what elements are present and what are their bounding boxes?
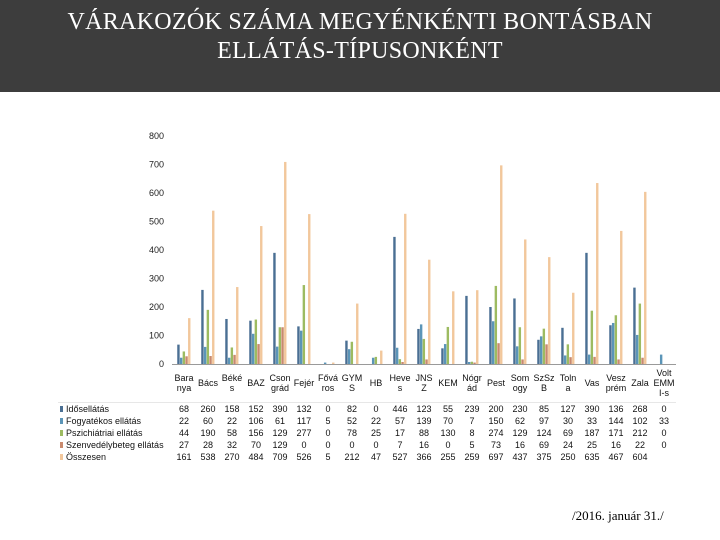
data-table-value: 32: [226, 440, 238, 450]
bar: [593, 357, 595, 364]
data-table-value: 44: [178, 428, 190, 438]
legend-label: Összesen: [66, 452, 107, 462]
data-table-value: 0: [445, 440, 451, 450]
bar: [260, 226, 262, 364]
bar: [233, 355, 235, 364]
legend-swatch: [60, 418, 63, 424]
data-table-value: 62: [514, 416, 526, 426]
data-table-value: 30: [562, 416, 574, 426]
x-category-label: Zala: [631, 378, 649, 388]
data-table-value: 82: [346, 404, 358, 414]
bar: [428, 260, 430, 364]
data-table-value: 16: [514, 440, 526, 450]
bar: [615, 315, 617, 364]
data-table-value: 47: [370, 452, 382, 462]
bar: [591, 311, 593, 364]
y-tick-label: 300: [148, 273, 164, 284]
bar: [276, 347, 278, 364]
data-table-value: 390: [272, 404, 288, 414]
bar: [639, 304, 641, 364]
x-category-label: Heve s: [389, 373, 411, 393]
data-table-value: 22: [178, 416, 190, 426]
legend-swatch: [60, 430, 63, 436]
data-table-value: 0: [349, 440, 355, 450]
bar: [612, 323, 614, 364]
bar: [641, 358, 643, 364]
bar: [300, 331, 302, 364]
data-table-value: 0: [325, 428, 331, 438]
title-banner: [0, 0, 720, 92]
bar: [444, 344, 446, 364]
bar: [420, 324, 422, 364]
legend-swatch: [60, 454, 63, 460]
bar: [257, 344, 259, 364]
data-table-value: 88: [418, 428, 430, 438]
data-table-value: 150: [488, 416, 504, 426]
bar: [519, 327, 521, 364]
data-table-value: 5: [325, 452, 331, 462]
bar: [569, 357, 571, 364]
bar: [351, 342, 353, 364]
data-table-value: 390: [584, 404, 600, 414]
legend-swatch: [60, 442, 63, 448]
bar: [255, 320, 257, 364]
data-table-value: 58: [226, 428, 238, 438]
bar: [521, 359, 523, 364]
data-table-value: 366: [416, 452, 432, 462]
x-category-label: SzSz B: [533, 373, 555, 393]
data-table-value: 604: [632, 452, 648, 462]
bar: [380, 351, 382, 364]
x-category-label: HB: [369, 378, 383, 388]
bar: [252, 334, 254, 364]
bar: [495, 286, 497, 364]
data-table-value: 129: [272, 440, 288, 450]
data-table-value: 0: [661, 404, 667, 414]
data-table-value: 268: [632, 404, 648, 414]
y-tick-label: 800: [148, 131, 164, 141]
bar: [372, 358, 374, 364]
data-table-value: 78: [346, 428, 358, 438]
bar: [375, 357, 377, 364]
data-table-value: 156: [248, 428, 264, 438]
x-category-label: Fővá ros: [317, 373, 339, 393]
bar: [540, 336, 542, 364]
data-table-value: 52: [346, 416, 358, 426]
bar: [356, 304, 358, 364]
x-category-label: Vas: [584, 378, 600, 388]
bar: [417, 329, 419, 364]
data-table-value: 200: [488, 404, 504, 414]
bar: [500, 165, 502, 364]
data-table-value: 97: [538, 416, 550, 426]
bar: [644, 192, 646, 364]
data-table-value: 69: [538, 440, 550, 450]
data-table-value: 277: [296, 428, 312, 438]
data-table-value: 136: [608, 404, 624, 414]
data-table-value: 22: [634, 440, 646, 450]
data-table-value: 139: [416, 416, 432, 426]
x-category-label: Bara nya: [174, 373, 194, 393]
x-category-label: Bács: [197, 378, 219, 388]
data-table-value: 85: [538, 404, 550, 414]
data-table-value: 68: [178, 404, 190, 414]
page-title: VÁRAKOZÓK SZÁMA MEGYÉNKÉNTI BONTÁSBAN ELLÁTÁS-TÍPUSONKÉNT: [67, 9, 653, 64]
legend-label: Szenvedélybeteg ellátás: [66, 440, 164, 450]
bar: [308, 214, 310, 364]
bar: [177, 345, 179, 364]
data-table-value: 24: [562, 440, 574, 450]
data-table-value: 7: [397, 440, 403, 450]
data-table-value: 171: [608, 428, 624, 438]
bar: [201, 290, 203, 364]
data-table-value: 25: [370, 428, 382, 438]
bar: [212, 211, 214, 364]
bar: [543, 329, 545, 364]
data-table-value: 260: [200, 404, 216, 414]
x-category-label: Béké s: [221, 373, 243, 393]
bar: [564, 355, 566, 364]
bar: [548, 257, 550, 364]
bar: [297, 326, 299, 364]
data-table-value: 255: [440, 452, 456, 462]
bar: [185, 356, 187, 364]
bar: [393, 237, 395, 364]
data-table-value: 0: [373, 440, 379, 450]
bar: [396, 348, 398, 364]
bar: [279, 327, 281, 364]
bar: [228, 358, 230, 364]
x-category-label: Cson grád: [269, 373, 291, 393]
x-category-label: Vesz prém: [605, 373, 627, 393]
bar: [423, 339, 425, 364]
data-table-value: 152: [248, 404, 264, 414]
data-table-value: 60: [202, 416, 214, 426]
data-table-value: 375: [536, 452, 552, 462]
x-category-label: Som ogy: [510, 373, 530, 393]
data-table-value: 102: [632, 416, 648, 426]
bar: [425, 359, 427, 364]
legend-label: Idősellátás: [66, 404, 110, 414]
bar: [617, 359, 619, 364]
y-tick-label: 400: [148, 245, 164, 255]
x-category-label: Nógr ád: [462, 373, 482, 393]
data-table-value: 467: [608, 452, 624, 462]
data-table-value: 8: [469, 428, 475, 438]
data-table-value: 0: [325, 440, 331, 450]
bar: [441, 348, 443, 364]
bar: [452, 291, 454, 364]
legend-label: Pszichiátriai ellátás: [66, 428, 143, 438]
data-table-value: 212: [344, 452, 360, 462]
data-table-value: 25: [586, 440, 598, 450]
bar: [204, 347, 206, 364]
data-table-value: 61: [274, 416, 286, 426]
data-table-value: 0: [373, 404, 379, 414]
bar: [572, 293, 574, 364]
bar: [236, 287, 238, 364]
legend-swatch: [60, 406, 63, 412]
data-table-value: 270: [224, 452, 240, 462]
x-category-label: Fejér: [293, 378, 315, 388]
data-table-value: 635: [584, 452, 600, 462]
bar: [492, 321, 494, 364]
bar: [471, 362, 473, 364]
bar: [567, 344, 569, 364]
data-table-value: 27: [178, 440, 190, 450]
bar: [249, 321, 251, 364]
data-table-value: 274: [488, 428, 504, 438]
data-table-value: 70: [442, 416, 454, 426]
bar: [209, 356, 211, 364]
y-tick-label: 200: [148, 302, 164, 312]
y-tick-label: 700: [148, 159, 164, 170]
legend-label: Fogyatékos ellátás: [66, 416, 142, 426]
bar: [281, 327, 283, 364]
data-table-value: 484: [248, 452, 264, 462]
data-table-value: 117: [296, 416, 312, 426]
bar: [524, 239, 526, 364]
data-table-value: 70: [250, 440, 262, 450]
bar: [489, 307, 491, 364]
data-table-value: 33: [658, 416, 670, 426]
data-table-value: 158: [224, 404, 240, 414]
bar: [303, 285, 305, 364]
data-table-value: 16: [418, 440, 430, 450]
data-table-value: 130: [440, 428, 456, 438]
data-table-value: 526: [296, 452, 312, 462]
data-table-value: 33: [586, 416, 598, 426]
data-table-value: 73: [490, 440, 502, 450]
bar: [180, 358, 182, 364]
data-table-value: 129: [272, 428, 288, 438]
bar: [447, 327, 449, 364]
data-table-value: 144: [608, 416, 624, 426]
data-table-value: 28: [202, 440, 214, 450]
data-table-value: 259: [464, 452, 480, 462]
x-category-label: Volt EMM I-s: [653, 368, 675, 398]
bar: [399, 359, 401, 364]
data-table-value: 132: [296, 404, 312, 414]
data-table-value: 212: [632, 428, 648, 438]
bar: [231, 347, 233, 364]
y-tick-label: 500: [148, 216, 164, 227]
bar: [636, 335, 638, 364]
bar: [188, 318, 190, 364]
bar: [324, 363, 326, 364]
bar: [585, 253, 587, 364]
data-table-value: 527: [392, 452, 408, 462]
bar: [332, 363, 334, 364]
data-table-value: 129: [512, 428, 528, 438]
data-table-value: 16: [610, 440, 622, 450]
bar: [516, 346, 518, 364]
bar: [284, 162, 286, 364]
date-footnote: /2016. január 31./: [572, 508, 664, 523]
bar: [207, 310, 209, 364]
data-table-value: 239: [464, 404, 480, 414]
x-category-label: Toln a: [559, 373, 577, 393]
data-table-value: 697: [488, 452, 504, 462]
bar: [596, 183, 598, 364]
bar: [348, 349, 350, 364]
x-category-label: JNS Z: [415, 373, 433, 393]
bar: [473, 363, 475, 364]
bar: [401, 362, 403, 364]
data-table-value: 230: [512, 404, 528, 414]
data-table-value: 161: [176, 452, 192, 462]
bar: [225, 319, 227, 364]
y-tick-label: 600: [148, 188, 164, 198]
x-category-label: Pest: [486, 378, 506, 388]
data-table-value: 0: [301, 440, 307, 450]
bar: [620, 231, 622, 364]
data-table-value: 55: [442, 404, 454, 414]
bar: [497, 343, 499, 364]
bar: [183, 351, 185, 364]
bar: [588, 355, 590, 364]
data-table-value: 250: [560, 452, 576, 462]
data-table-value: 437: [512, 452, 528, 462]
bar: [561, 328, 563, 364]
data-table-value: 123: [416, 404, 432, 414]
data-table-value: 0: [661, 440, 667, 450]
data-table-value: 17: [394, 428, 406, 438]
bar: [660, 355, 662, 364]
data-table-value: 187: [584, 428, 600, 438]
data-table-value: 5: [325, 416, 331, 426]
data-table-value: 446: [392, 404, 408, 414]
bar: [465, 296, 467, 364]
bar: [545, 344, 547, 364]
bar: [513, 298, 515, 364]
data-table-value: 22: [226, 416, 238, 426]
bar: [273, 253, 275, 364]
data-table-value: 190: [200, 428, 216, 438]
data-table-value: 69: [562, 428, 574, 438]
x-category-label: KEM: [438, 378, 458, 388]
bar: [468, 362, 470, 364]
data-table-value: 7: [469, 416, 475, 426]
data-table-value: 0: [325, 404, 331, 414]
x-category-label: GYM S: [341, 373, 363, 393]
data-table-value: 538: [200, 452, 216, 462]
data-table-value: 127: [560, 404, 576, 414]
bar: [609, 325, 611, 364]
data-table-value: 709: [272, 452, 288, 462]
x-category-label: BAZ: [247, 378, 265, 388]
bar: [537, 340, 539, 364]
bar: [476, 290, 478, 364]
data-table-value: 106: [248, 416, 264, 426]
data-table-value: 0: [661, 428, 667, 438]
bar: [345, 341, 347, 364]
data-table-value: 124: [536, 428, 552, 438]
data-table-value: 22: [370, 416, 382, 426]
data-table-value: 57: [394, 416, 406, 426]
data-table-value: 5: [469, 440, 475, 450]
bar: [633, 288, 635, 364]
y-tick-label: 100: [148, 330, 164, 341]
bar: [404, 214, 406, 364]
y-tick-label: 0: [158, 359, 164, 369]
waiting-list-chart: [0, 120, 720, 480]
